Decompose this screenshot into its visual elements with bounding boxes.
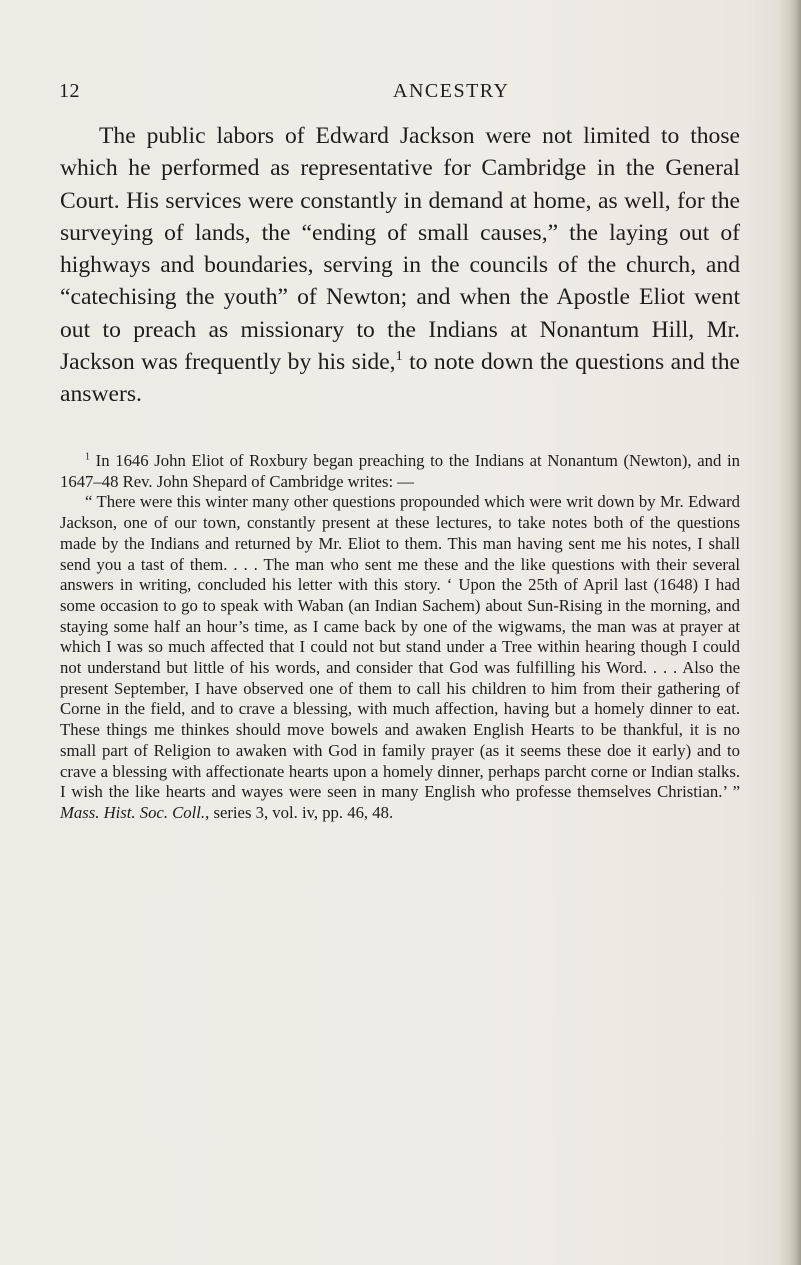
running-head: ANCESTRY: [393, 80, 510, 102]
footnote-intro-text: In 1646 John Eliot of Roxbury began preaching to the Indians at Nonantum (Newton), and in 1647–48 Rev. John Shepard of Cambridge writes: —: [60, 451, 740, 491]
page-edge-shadow: [779, 0, 801, 1265]
footnote-reference[interactable]: 1: [395, 348, 403, 365]
page-number: 12: [59, 80, 80, 102]
footnote: [60, 451, 740, 824]
paragraph-text: The public labors of Edward Jackson were not limited to those which he performed as representative for Cambridge in the General Court. His services were constantly in demand at home, as well, for the surveying of lands, the “ending of small causes,” the laying out of highways and boundaries, serving in the councils of the church, and “catechising the youth” of Newton; and when the Apostle Eliot went out to preach as missionary to the Indians at Nonantum Hill, Mr. Jackson was frequently by his side,: [60, 123, 740, 376]
footnote-quote: [60, 492, 740, 823]
main-paragraph: [60, 120, 740, 411]
citation-detail: , series 3, vol. iv, pp. 46, 48.: [205, 802, 394, 822]
footnote-intro: [60, 451, 740, 492]
page-header: [59, 74, 699, 102]
footnote-marker: 1: [85, 451, 91, 463]
paragraph-text-end: to note down the questions and the answers.: [60, 349, 741, 408]
footnote-quote-text: “ There were this winter many other questions propounded which were writ down by Mr. Edward Jackson, one of our town, constantly present at these lectures, to take notes both of the questions made by the Indians and returned by Mr. Eliot to them. This man having sent me his notes, I shall send you a tast of them. . . . The man who sent me these and the like questions with their several answers in writing, concluded his letter with this story. ‘ Upon the 25th of April last (1648) I had some occasion to go to speak with Waban (an Indian Sachem) about Sun-Rising in the morning, and staying some half an hour’s time, as I came back by one of the wigwams, the man was at prayer at which I was so much affected that I could not but stand under a Tree within hearing though I could not understand but little of his words, and consider that God was fulfilling his Word. . . . Also the present September, I have observed one of them to call his children to him from their gathering of Corne in the field, and to crave a blessing, with much affection, having but a homely dinner to eat. These things me thinkes should move bowels and awaken English Hearts to be thankful, it is no small part of Religion to awaken with God in family prayer (as it seems these doe it early) and to crave a blessing with affectionate hearts upon a homely dinner, perhaps parcht corne or Indian stalks. I wish the like hearts and wayes were seen in many English who professe themselves Christian.’ ”: [60, 492, 740, 802]
citation-source: Mass. Hist. Soc. Coll.: [60, 802, 206, 822]
